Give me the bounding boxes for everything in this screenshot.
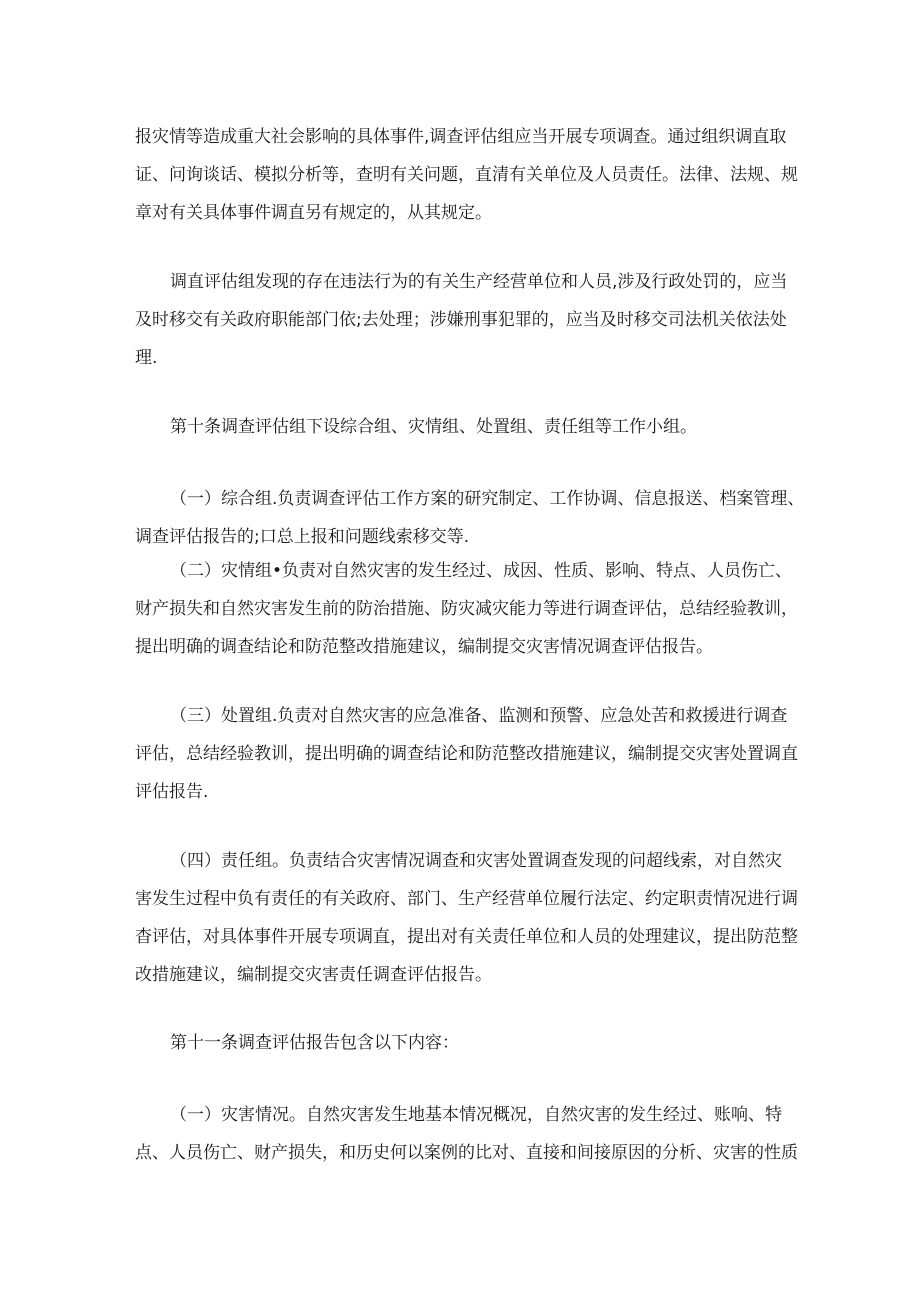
paragraph-special-investigation: [135, 118, 798, 232]
text-line: 评估报告.: [135, 782, 209, 802]
text-line: 点、人员伤亡、财产损失，和历史何以案例的比对、直接和间接原因的分析、灾害的性质: [135, 1143, 798, 1163]
text-line: （三）处置组.负责对自然灾害的应急准备、监测和预警、应急处苦和救援进行调查: [170, 706, 788, 726]
text-line: 调查评估报告的;口总上报和问题线索移交等.: [135, 527, 470, 547]
paragraph-general-group: [135, 480, 805, 556]
text-line: （一）综合组.负责调查评估工作方案的研究制定、工作协调、信息报送、档案管理、: [170, 489, 805, 509]
text-line: 第十一条调查评估报告包含以下内容：: [170, 1033, 459, 1053]
paragraph-response-group: [135, 697, 798, 811]
text-line: （二）灾情组•负责对自然灾害的发生经过、成因、性质、影响、特点、人员伤亡、: [170, 561, 793, 581]
paragraph-article-10: [135, 408, 795, 446]
paragraph-responsibility-group: [135, 842, 798, 994]
text-line: 财产损失和自然灾害发生前的防治措施、防灾减灾能力等进行调查评估，总结经验教训，: [135, 599, 798, 619]
text-line: 评估，总结经验教训，提出明确的调查结论和防范整改措施建议，编制提交灾害处置调直: [135, 744, 798, 764]
text-line: 调直评估组发现的存在违法行为的有关生产经营单位和人员,涉及行政处罚的，应当: [170, 272, 788, 292]
text-line: 理.: [135, 348, 158, 368]
paragraph-article-11: [135, 1024, 795, 1062]
text-line: 改措施建议，编制提交灾害责任调查评估报告。: [135, 965, 492, 985]
text-line: 提出明确的调查结论和防范整改措施建议，编制提交灾害情况调查评估报告。: [135, 637, 713, 657]
text-line: 及时移交有关政府职能部门依;去处理；涉嫌刑事犯罪的，应当及时移交司法机关依法处: [135, 310, 787, 330]
text-line: 杳评估，对具体事件开展专项调直，提出对有关责任单位和人员的处理建议，提出防范整: [135, 927, 798, 947]
text-line: 章对有关具体事件调直另有规定的，从其规定。: [135, 203, 492, 223]
text-line: 报灾情等造成重大社会影响的具体事件,调查评估组应当开展专项调查。通过组织调直取: [135, 127, 787, 147]
text-line: （一）灾害情况。自然灾害发生地基本情况概况，自然灾害的发生经过、账响、特: [170, 1105, 782, 1125]
text-line: 害发生过程中负有责任的有关政府、部门、生产经营单位履行法定、约定职责情况进行调: [135, 889, 798, 909]
paragraph-disaster-group: [135, 552, 798, 666]
paragraph-violation-transfer: [135, 263, 795, 377]
paragraph-disaster-situation: [135, 1096, 798, 1172]
text-line: 证、问询谈话、模拟分析等，查明有关问题，直清有关单位及人员责任。法律、法规、规: [135, 165, 798, 185]
text-line: （四）责任组。负责结合灾害情况调查和灾害处置调查发现的问超线索，对自然灾: [170, 851, 782, 871]
text-line: 第十条调查评估组下设综合组、灾情组、处置组、责任组等工作小组。: [170, 417, 697, 437]
